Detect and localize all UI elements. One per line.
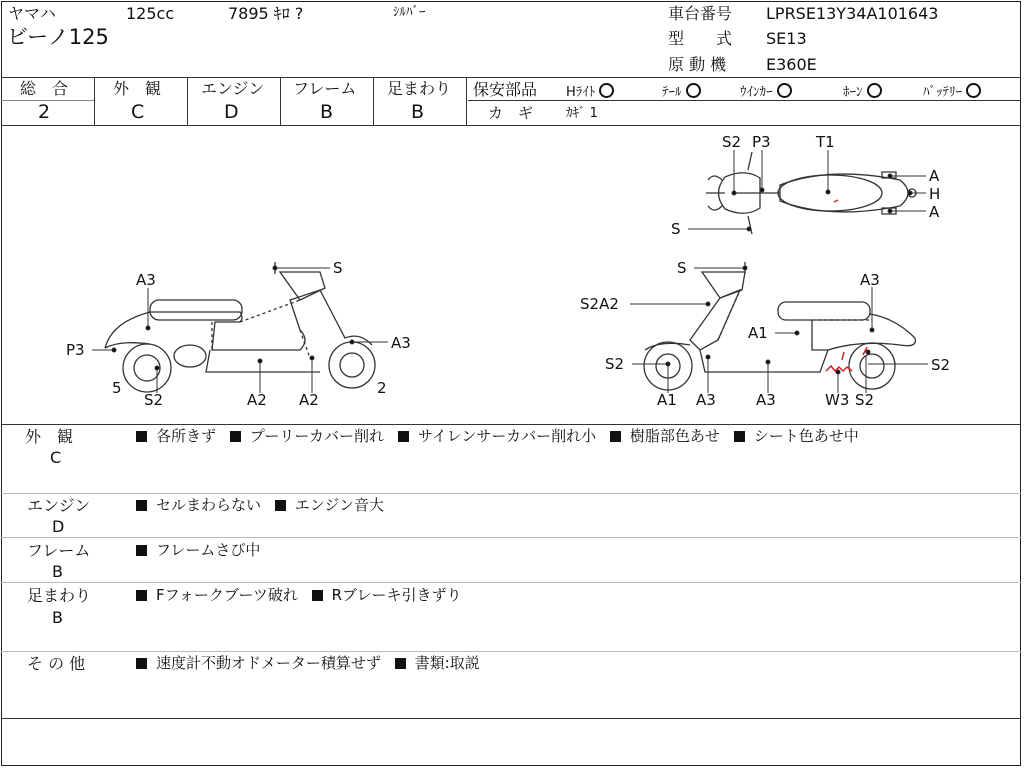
comment-category: エンジン: [27, 496, 91, 515]
grade-engine-label: エンジン: [201, 79, 265, 98]
headlight-item: Hﾗｲﾄ: [566, 83, 614, 99]
top-view-scooter: [706, 152, 916, 234]
top-label-h: H: [929, 185, 941, 203]
comment-category: 外 観: [25, 427, 74, 446]
left-label-p3: P3: [66, 341, 85, 359]
model-name: ビーノ125: [7, 25, 109, 49]
comment-grade: B: [52, 608, 63, 627]
right-label-s: S: [677, 259, 687, 277]
key-value: ｶｷﾞ 1: [566, 106, 598, 121]
type-value: SE13: [766, 29, 807, 48]
grade-frame-label: フレーム: [293, 79, 357, 98]
divider: [1, 493, 1021, 494]
grade-suspension-label: 足まわり: [387, 79, 452, 98]
grade-appearance-label: 外 観: [113, 79, 162, 98]
bullet-square-icon: [312, 590, 323, 601]
grade-frame-value: B: [320, 101, 334, 123]
left-label-a3-top: A3: [136, 271, 156, 289]
top-view-callouts: [688, 150, 926, 231]
engine-model-value: E360E: [766, 55, 817, 74]
damage-mark: [834, 200, 838, 202]
right-label-a3-1: A3: [696, 391, 716, 409]
top-label-a1: A: [929, 167, 940, 185]
divider: [1, 718, 1021, 719]
divider: [1, 651, 1021, 652]
comment-grade: D: [52, 517, 65, 536]
bullet-square-icon: [136, 431, 147, 442]
color: ｼﾙﾊﾞｰ: [393, 5, 426, 20]
top-label-s2: S2: [722, 133, 742, 151]
bullet-square-icon: [136, 545, 147, 556]
top-label-p3: P3: [752, 133, 771, 151]
comment-grade: B: [52, 562, 63, 581]
grade-total-value: 2: [38, 101, 51, 123]
right-label-s2-right: S2: [931, 356, 951, 374]
bullet-square-icon: [230, 431, 241, 442]
engine-displacement: 125cc: [126, 4, 175, 23]
battery-item: ﾊﾞｯﾃﾘｰ: [923, 83, 981, 99]
grade-suspension-value: B: [411, 101, 425, 123]
grade-engine-value: D: [224, 101, 239, 123]
right-label-a1-bottom: A1: [657, 391, 677, 409]
bullet-square-icon: [136, 590, 147, 601]
right-label-s2a2: S2A2: [580, 295, 619, 313]
comment-category: フレーム: [27, 541, 91, 560]
comment-category: 足まわり: [27, 586, 92, 605]
right-side-callouts: [630, 266, 928, 393]
damage-mark: [826, 347, 867, 371]
top-label-s: S: [671, 220, 681, 238]
top-label-t1: T1: [816, 133, 835, 151]
winker-item: ｳｲﾝｶｰ: [740, 83, 792, 99]
safety-parts-label: 保安部品: [473, 80, 538, 99]
divider: [1, 537, 1021, 538]
divider: [1, 582, 1021, 583]
right-label-a3-top: A3: [860, 271, 880, 289]
right-label-s2-bottom: S2: [855, 391, 875, 409]
mileage: 7895 ｷﾛ ?: [228, 4, 304, 23]
right-label-a1: A1: [748, 324, 768, 342]
comment-grade: C: [50, 448, 62, 467]
bullet-square-icon: [398, 431, 409, 442]
left-label-a2-2: A2: [299, 391, 319, 409]
comment-items-other: 速度計不動オドメーター積算せず 書類:取説: [136, 656, 480, 671]
bullet-square-icon: [275, 500, 286, 511]
comment-items-appearance: 各所きず プーリーカバー削れ サイレンサーカバー削れ小 樹脂部色あせ シート色あせ中: [136, 429, 859, 444]
comment-items-frame: フレームさび中: [136, 543, 260, 558]
right-label-a3-2: A3: [756, 391, 776, 409]
bullet-square-icon: [136, 658, 147, 669]
left-label-s: S: [333, 259, 343, 277]
horn-item: ﾎｰﾝ: [843, 83, 882, 99]
comment-items-engine: セルまわらない エンジン音大: [136, 498, 384, 513]
engine-model-label: 原 動 機: [668, 55, 727, 74]
maker-name: ヤマハ: [8, 4, 56, 23]
chassis-label: 車台番号: [668, 4, 733, 23]
bullet-square-icon: [395, 658, 406, 669]
comment-items-suspension: Fフォークブーツ破れ Rブレーキ引きずり: [136, 588, 461, 603]
left-label-s2: S2: [144, 391, 164, 409]
type-label: 型 式: [668, 29, 733, 48]
grade-appearance-value: C: [131, 101, 145, 123]
grade-total-label: 総 合: [20, 79, 69, 98]
taillight-item: ﾃｰﾙ: [662, 83, 701, 99]
left-label-2: 2: [377, 379, 387, 397]
chassis-number: LPRSE13Y34A101643: [766, 4, 939, 23]
right-label-s2-left: S2: [605, 355, 625, 373]
top-label-a2: A: [929, 203, 940, 221]
key-label: カ ギ: [488, 104, 534, 122]
comment-category: そ の 他: [27, 654, 86, 673]
left-label-a2-1: A2: [247, 391, 267, 409]
bullet-square-icon: [734, 431, 745, 442]
bullet-square-icon: [610, 431, 621, 442]
left-label-5: 5: [112, 379, 122, 397]
left-label-a3-right: A3: [391, 334, 411, 352]
right-label-w3: W3: [825, 391, 850, 409]
bullet-square-icon: [136, 500, 147, 511]
